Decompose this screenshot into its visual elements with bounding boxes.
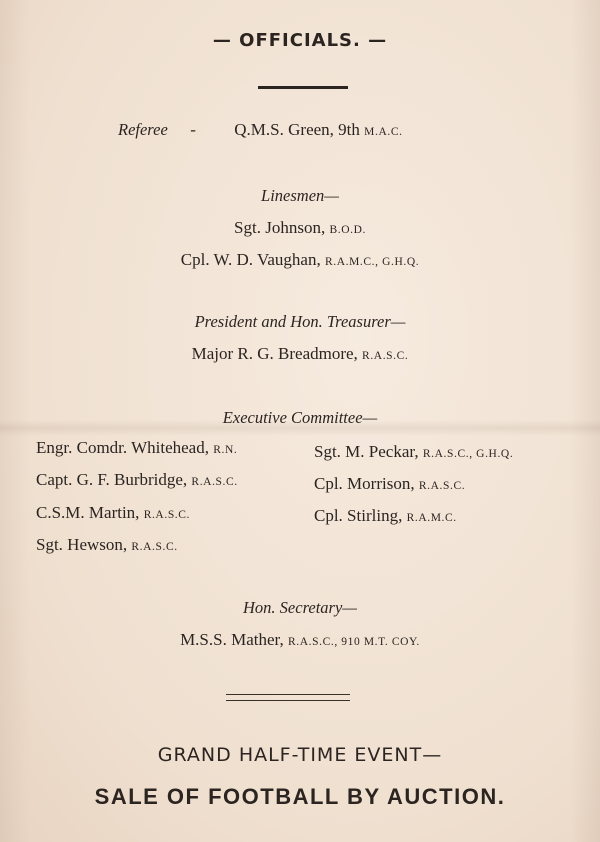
- section-divider: [226, 694, 350, 701]
- linesman-name: Sgt. Johnson,: [234, 218, 326, 237]
- secretary-unit: R.A.S.C., 910 M.T. COY.: [288, 636, 420, 648]
- member-name: Sgt. Hewson,: [36, 535, 128, 554]
- member-unit: R.A.S.C.: [191, 476, 238, 488]
- committee-member: [314, 506, 457, 526]
- linesman-row: [0, 218, 600, 238]
- president-heading: President and Hon. Treasurer—: [194, 312, 406, 331]
- member-unit: R.A.S.C., G.H.Q.: [422, 448, 514, 460]
- committee-member: [36, 535, 178, 555]
- page-title: — OFFICIALS. —: [212, 30, 388, 51]
- referee-name: Q.M.S. Green, 9th: [234, 120, 360, 139]
- member-name: Sgt. M. Peckar,: [314, 442, 419, 461]
- secretary-row: [0, 630, 600, 650]
- referee-unit: M.A.C.: [364, 126, 403, 138]
- president-row: [0, 344, 600, 364]
- secretary-name: M.S.S. Mather,: [180, 630, 284, 649]
- secretary-heading: Hon. Secretary—: [243, 598, 357, 617]
- member-unit: R.A.S.C.: [131, 541, 178, 553]
- member-unit: R.A.S.C.: [143, 509, 191, 521]
- committee-member: [36, 470, 238, 490]
- committee-heading: Executive Committee—: [222, 408, 378, 427]
- referee-dash: -: [190, 120, 196, 139]
- member-name: C.S.M. Martin,: [36, 503, 140, 522]
- president-unit: R.A.S.C.: [362, 350, 409, 362]
- president-name: Major R. G. Breadmore,: [191, 344, 358, 363]
- committee-member: [314, 474, 465, 494]
- referee-label: Referee: [118, 120, 168, 139]
- member-name: Cpl. Morrison,: [314, 474, 415, 493]
- linesman-unit: R.A.M.C., G.H.Q.: [324, 256, 420, 268]
- member-unit: R.A.S.C.: [418, 480, 466, 492]
- member-unit: R.A.M.C.: [406, 512, 457, 524]
- member-name: Engr. Comdr. Whitehead,: [36, 438, 209, 457]
- committee-member: [314, 442, 513, 462]
- auction-heading: SALE OF FOOTBALL BY AUCTION.: [94, 784, 506, 809]
- linesmen-heading: Linesmen—: [261, 186, 339, 205]
- title-underline: [258, 86, 348, 89]
- linesman-row: [0, 250, 600, 270]
- member-name: Cpl. Stirling,: [314, 506, 403, 525]
- committee-member: [36, 438, 237, 458]
- member-unit: R.N.: [213, 444, 238, 456]
- linesman-unit: B.O.D.: [329, 224, 366, 236]
- event-heading: GRAND HALF-TIME EVENT—: [157, 744, 443, 766]
- linesman-name: Cpl. W. D. Vaughan,: [180, 250, 321, 269]
- committee-member: [36, 503, 190, 523]
- member-name: Capt. G. F. Burbridge,: [36, 470, 188, 489]
- referee-row: [118, 120, 403, 140]
